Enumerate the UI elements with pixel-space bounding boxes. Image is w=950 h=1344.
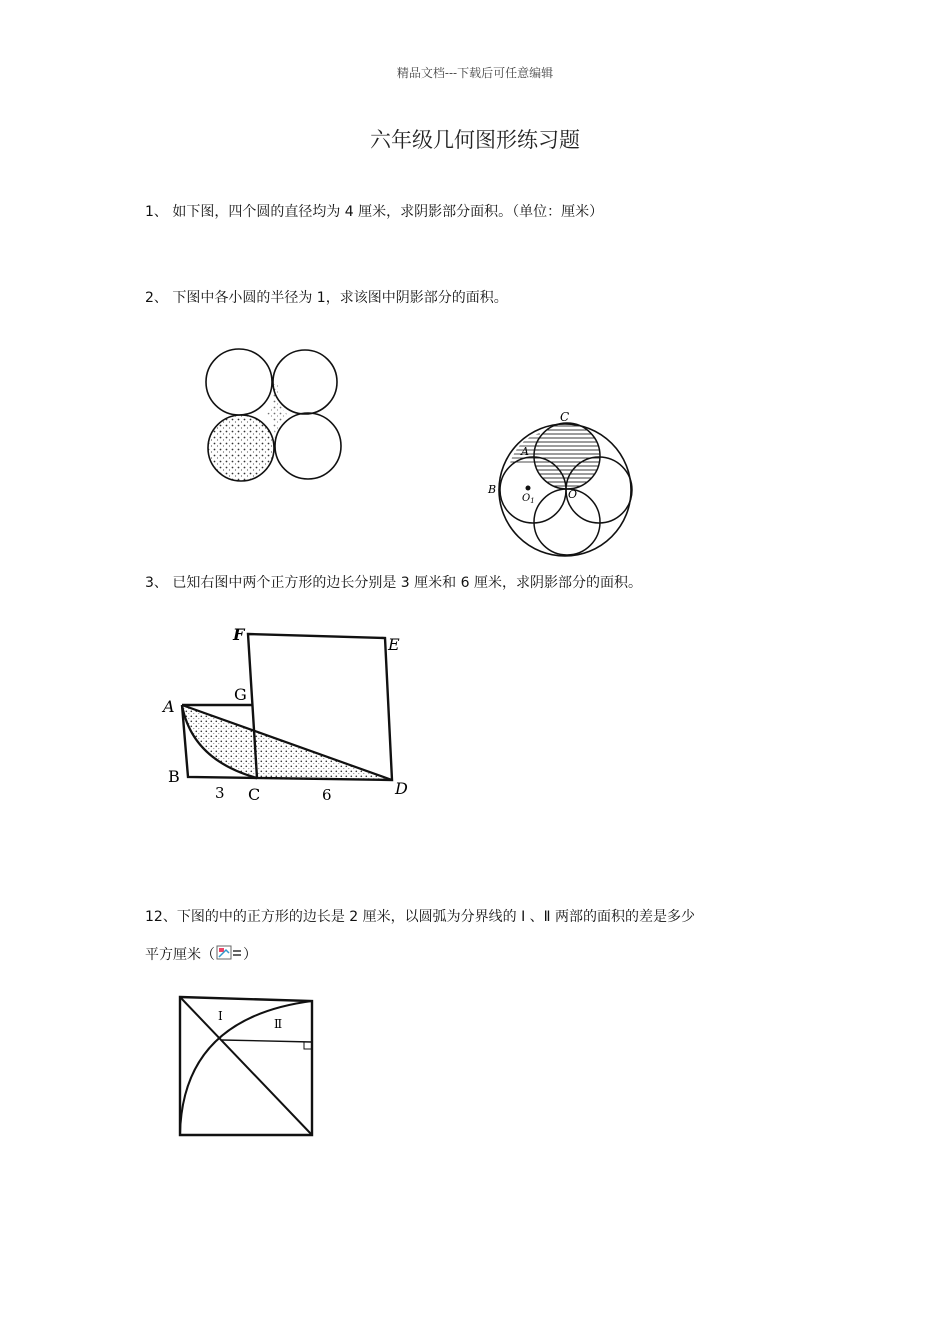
question-12-text-after: ） xyxy=(243,947,257,963)
question-1: 1、 如下图，四个圆的直径均为 4 厘米，求阴影部分面积。（单位：厘米） xyxy=(145,204,604,220)
label-c: C xyxy=(560,410,570,424)
circle-top-left xyxy=(206,349,272,415)
page-title: 六年级几何图形练习题 xyxy=(370,128,580,152)
length-cd: 6 xyxy=(322,786,332,804)
figure-square-arc xyxy=(170,990,325,1145)
figure-big-circle xyxy=(480,405,640,560)
question-12-text-before: 平方厘米（ xyxy=(145,947,215,963)
small-circle-left xyxy=(500,457,566,523)
label-g: G xyxy=(234,685,247,704)
circle-bottom-left-shaded xyxy=(208,415,274,481)
label-a: A xyxy=(163,697,175,716)
label-a: A xyxy=(521,445,529,458)
circle-top-right xyxy=(273,350,337,414)
label-b: B xyxy=(488,483,497,496)
label-b: B xyxy=(168,767,180,786)
label-c: C xyxy=(248,785,261,804)
point-o1 xyxy=(526,486,531,491)
horizontal-segment xyxy=(222,1040,312,1042)
label-o: O xyxy=(568,488,578,501)
figure-two-squares xyxy=(160,620,420,810)
label-o1: $O_1$ xyxy=(522,493,535,505)
label-d: D xyxy=(395,779,408,798)
question-12-line1: 12、下图的中的正方形的边长是 2 厘米，以圆弧为分界线的 Ⅰ 、Ⅱ 两部的面积的差是多少 xyxy=(145,909,695,925)
question-12-line2 xyxy=(145,944,257,965)
circle-bottom-right xyxy=(275,413,341,479)
diagonal xyxy=(180,997,312,1135)
label-region-1: Ⅰ xyxy=(218,1009,223,1023)
formula-image-icon xyxy=(215,944,243,962)
length-bc: 3 xyxy=(215,784,225,802)
label-region-2: Ⅱ xyxy=(274,1017,283,1031)
figure-four-circles xyxy=(195,340,355,490)
label-e: E xyxy=(388,635,400,654)
right-angle-mark xyxy=(304,1042,312,1049)
question-2: 2、 下图中各小圆的半径为 1，求该图中阴影部分的面积。 xyxy=(145,290,508,306)
question-3: 3、 已知右图中两个正方形的边长分别是 3 厘米和 6 厘米，求阴影部分的面积。 xyxy=(145,575,642,591)
page-header: 精品文档---下载后可任意编辑 xyxy=(396,66,554,80)
label-f: F xyxy=(233,625,245,644)
